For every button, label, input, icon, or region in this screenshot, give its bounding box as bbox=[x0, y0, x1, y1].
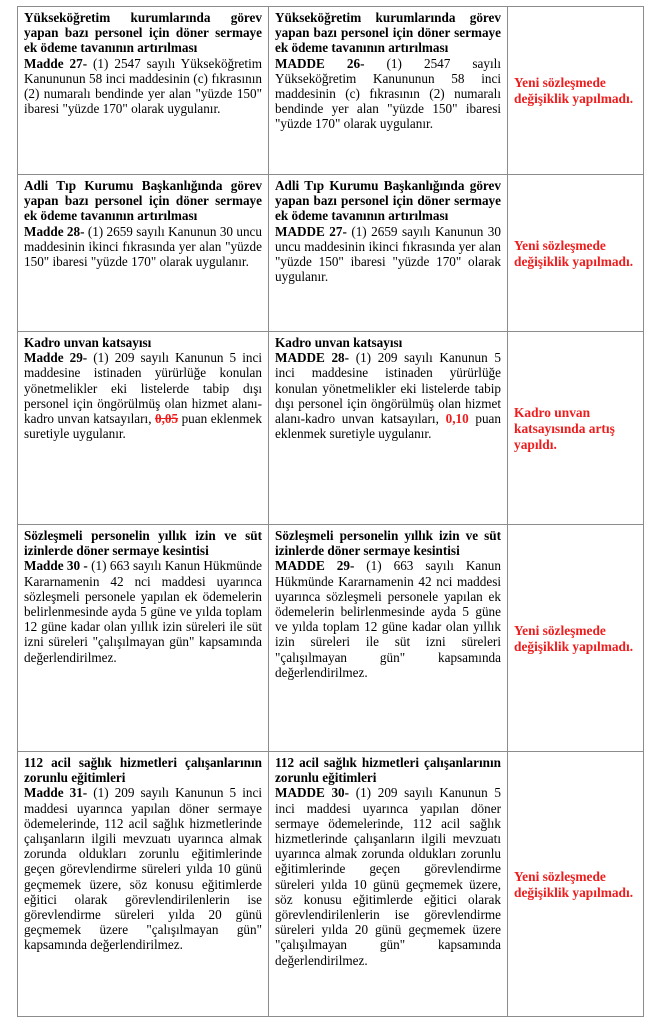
new-article-text: (1) 209 sayılı Kanunun 5 inci maddesi uyarınca yapılan döner sermaye ödemelerinde, 112 acil sağlık hizmetlerinde çalışanların ilgili mevzuatı uyarınca almak zorunda oldukları zorunlu eğitimlerinde geçen görevlendirme süreleri yılda 10 günü geçmemek üzere, söz konusu eğitimlerde eğitici olarak görevlendirilenlerin ise görevlendirme süreleri yılda 20 günü geçmemek üzere "çalışılmayan gün" kapsamında değerlendirilmez. bbox=[275, 785, 501, 968]
old-article-title: 112 acil sağlık hizmetleri çalışanlarının zorunlu eğitimleri bbox=[24, 755, 262, 786]
old-article-text: (1) 209 sayılı Kanunun 5 inci maddesi uyarınca yapılan döner sermaye ödemelerinde, 112 acil sağlık hizmetlerinde çalışanların ilgili mevzuatı uyarınca almak zorunda oldukları zorunlu eğitimlerinde geçen görevlendirme süreleri yılda 10 günü geçmemek üzere, söz konusu eğitimlerde eğitici olarak görevlendirilenlerin ise görevlendirme süreleri yılda 20 günü geçmemek üzere "çalışılmayan gün" kapsamında değerlendirilmez. bbox=[24, 785, 262, 953]
new-coefficient-value: 0,10 bbox=[445, 411, 469, 427]
change-note-cell bbox=[508, 525, 644, 752]
old-coefficient-value: 0,05 bbox=[155, 411, 179, 427]
new-article-cell bbox=[269, 332, 508, 525]
new-article-number: MADDE 30- bbox=[275, 785, 350, 801]
old-article-cell bbox=[18, 752, 269, 1017]
old-article-title: Adli Tıp Kurumu Başkanlığında görev yapan bazı personel için döner sermaye ek ödeme tavanının artırılması bbox=[24, 178, 262, 224]
old-article-cell bbox=[18, 175, 269, 332]
old-article-number: Madde 30 - bbox=[24, 558, 88, 574]
table-row bbox=[18, 175, 644, 332]
new-article-text: (1) 663 sayılı Kanun Hükmünde Kararnamenin 42 nci maddesi uyarınca sözleşmeli personele yapılan ek ödemelerin belirlenmesinde ayda 5 güne ve yılda toplam 12 güne kadar olan yıllık izin süreleri ile süt izni süreleri "çalışılmayan gün" kapsamında değerlendirilmez. bbox=[275, 558, 501, 680]
new-article-text: (1) 2659 sayılı Kanunun 30 uncu maddesinin ikinci fıkrasında yer alan "yüzde 150" ibaresi "yüzde 170" olarak uygulanır. bbox=[275, 223, 501, 285]
old-article-text: (1) 209 sayılı Kanunun 5 inci maddesine istinaden yürürlüğe konulan yönetmelikler eki listelerde tabip dışı personel için öngörülmüş olan hizmet alanı-kadro unvan katsayıları, bbox=[24, 350, 262, 427]
new-article-number: MADDE 28- bbox=[275, 350, 350, 366]
change-note: Kadro unvan katsayısında artış yapıldı. bbox=[514, 404, 615, 452]
new-article-title: Sözleşmeli personelin yıllık izin ve süt izinlerde döner sermaye kesintisi bbox=[275, 528, 501, 559]
new-article-text: (1) 209 sayılı Kanunun 5 inci maddesine istinaden yürürlüğe konulan yönetmelikler eki listelerde tabip dışı personel için öngörülmüş olan hizmet alanı-kadro unvan katsayıları, bbox=[275, 350, 501, 427]
old-article-text: (1) 2547 sayılı Yükseköğretim Kanununun 58 inci maddesinin (c) fıkrasının (2) numaralı bendinde yer alan "yüzde 150" ibaresi "yüzde 170" olarak uygulanır. bbox=[24, 55, 262, 117]
table-row bbox=[18, 7, 644, 175]
old-article-title: Yükseköğretim kurumlarında görev yapan bazı personel için döner sermaye ek ödeme tavanının artırılması bbox=[24, 10, 262, 56]
old-article-cell bbox=[18, 7, 269, 175]
new-article-title: Kadro unvan katsayısı bbox=[275, 335, 403, 350]
new-article-title: Yükseköğretim kurumlarında görev yapan bazı personel için döner sermaye ek ödeme tavanının artırılması bbox=[275, 10, 501, 56]
new-article-cell bbox=[269, 752, 508, 1017]
change-note: Yeni sözleşmede değişiklik yapılmadı. bbox=[514, 622, 634, 654]
new-article-number: MADDE 29- bbox=[275, 558, 355, 574]
old-article-number: Madde 28- bbox=[24, 223, 85, 239]
old-article-cell bbox=[18, 332, 269, 525]
table-row bbox=[18, 332, 644, 525]
new-article-cell bbox=[269, 175, 508, 332]
new-article-number: MADDE 27- bbox=[275, 223, 347, 239]
old-article-text-end: puan eklenmek suretiyle uygulanır. bbox=[24, 411, 262, 442]
old-article-number: Madde 29- bbox=[24, 350, 88, 366]
old-article-number: Madde 31- bbox=[24, 785, 88, 801]
comparison-table bbox=[17, 6, 644, 1017]
old-article-title: Sözleşmeli personelin yıllık izin ve süt izinlerde döner sermaye kesintisi bbox=[24, 528, 262, 559]
change-note: Yeni sözleşmede değişiklik yapılmadı. bbox=[514, 75, 634, 106]
new-article-cell bbox=[269, 525, 508, 752]
old-article-cell bbox=[18, 525, 269, 752]
change-note: Yeni sözleşmede değişiklik yapılmadı. bbox=[514, 237, 634, 269]
table-row bbox=[18, 525, 644, 752]
new-article-text-end: puan eklenmek suretiyle uygulanır. bbox=[275, 411, 502, 442]
change-note-cell bbox=[508, 752, 644, 1017]
change-note-cell bbox=[508, 175, 644, 332]
change-note: Yeni sözleşmede değişiklik yapılmadı. bbox=[514, 868, 634, 900]
old-article-number: Madde 27- bbox=[24, 55, 88, 71]
new-article-text: (1) 2547 sayılı Yükseköğretim Kanununun 58 inci maddesinin (c) fıkrasının (2) numaralı bendinde yer alan "yüzde 150" ibaresi "yüzde 170" olarak uygulanır. bbox=[275, 55, 501, 132]
new-article-title: 112 acil sağlık hizmetleri çalışanlarının zorunlu eğitimleri bbox=[275, 755, 501, 786]
new-article-number: MADDE 26- bbox=[275, 55, 365, 71]
old-article-title: Kadro unvan katsayısı bbox=[24, 335, 152, 350]
old-article-text: (1) 663 sayılı Kanun Hükmünde Kararnamenin 42 nci maddesi uyarınca sözleşmeli personele yapılan ek ödemelerin belirlenmesinde ayda 5 güne ve yılda toplam 12 güne kadar olan yıllık izin süreleri ile süt izni süreleri "çalışılmayan gün" kapsamında değerlendirilmez. bbox=[24, 558, 262, 665]
table-row bbox=[18, 752, 644, 1017]
new-article-cell bbox=[269, 7, 508, 175]
change-note-cell bbox=[508, 7, 644, 175]
old-article-text: (1) 2659 sayılı Kanunun 30 uncu maddesinin ikinci fıkrasında yer alan "yüzde 150" ibaresi "yüzde 170" olarak uygulanır. bbox=[24, 223, 262, 270]
new-article-title: Adli Tıp Kurumu Başkanlığında görev yapan bazı personel için döner sermaye ek ödeme tavanının artırılması bbox=[275, 178, 501, 224]
change-note-cell bbox=[508, 332, 644, 525]
